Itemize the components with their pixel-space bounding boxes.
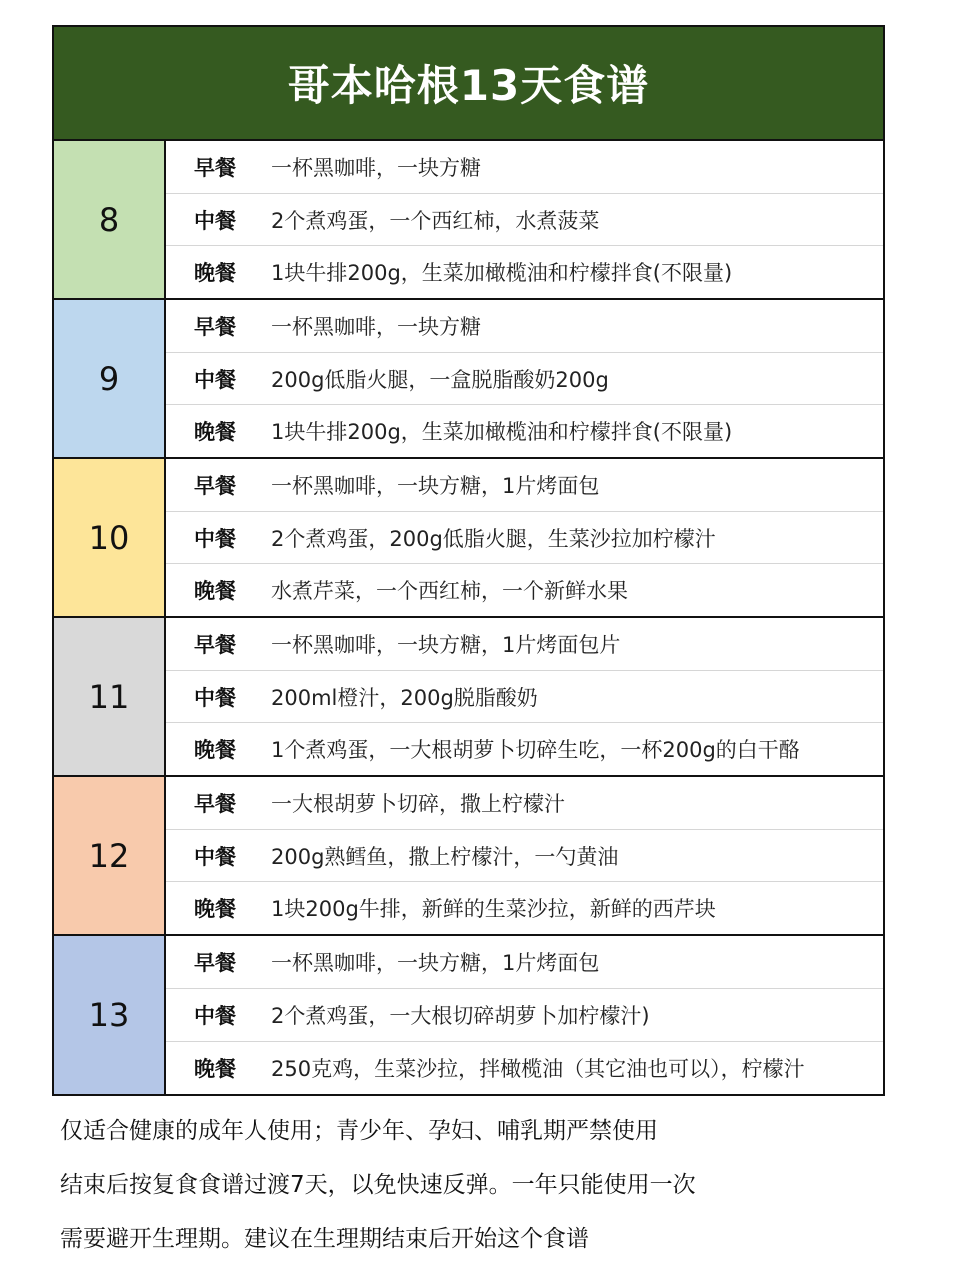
day-block-12: [54, 777, 883, 936]
meal-label: 中餐: [194, 844, 236, 869]
meal-row-dinner: [166, 246, 883, 298]
meal-row-dinner: [166, 723, 883, 775]
day-block-11: [54, 618, 883, 777]
meal-label: 早餐: [194, 632, 236, 657]
meal-list: [166, 618, 883, 775]
meal-text: 200g低脂火腿，一盒脱脂酸奶200g: [271, 367, 609, 392]
day-number: 8: [54, 141, 166, 298]
day-block-10: [54, 459, 883, 618]
meal-label: 晚餐: [194, 738, 236, 763]
meal-row-lunch: [166, 830, 883, 883]
meal-text: 一大根胡萝卜切碎，撒上柠檬汁: [271, 791, 565, 816]
table-title: 哥本哈根13天食谱: [54, 27, 883, 141]
meal-row-dinner: [166, 882, 883, 934]
meal-text: 一杯黑咖啡，一块方糖，1片烤面包片: [271, 632, 621, 657]
meal-text: 水煮芹菜，一个西红柿，一个新鲜水果: [271, 579, 628, 604]
meal-row-breakfast: [166, 936, 883, 989]
day-block-9: [54, 300, 883, 459]
meal-text: 200g熟鳕鱼，撒上柠檬汁，一勺黄油: [271, 844, 619, 869]
meal-row-lunch: [166, 989, 883, 1042]
usage-notes: [60, 1104, 920, 1266]
meal-label: 晚餐: [194, 261, 236, 286]
meal-row-lunch: [166, 353, 883, 406]
meal-list: [166, 459, 883, 616]
note-line: 需要避开生理期。建议在生理期结束后开始这个食谱: [60, 1226, 589, 1252]
day-number: 12: [54, 777, 166, 934]
meal-text: 一杯黑咖啡，一块方糖，1片烤面包: [271, 951, 600, 975]
meal-text: 2个煮鸡蛋，一大根切碎胡萝卜加柠檬汁): [271, 1004, 650, 1028]
meal-text: 1个煮鸡蛋，一大根胡萝卜切碎生吃，一杯200g的白干酪: [271, 738, 800, 763]
meal-list: [166, 141, 883, 298]
meal-label: 早餐: [194, 155, 236, 180]
meal-label: 中餐: [194, 367, 236, 392]
note-line: 结束后按复食食谱过渡7天，以免快速反弹。一年只能使用一次: [60, 1172, 696, 1198]
meal-label: 早餐: [194, 473, 236, 498]
meal-row-breakfast: [166, 459, 883, 512]
meal-row-breakfast: [166, 141, 883, 194]
meal-text: 一杯黑咖啡，一块方糖: [271, 155, 481, 180]
meal-list: [166, 936, 883, 1094]
diet-table: [52, 25, 885, 1096]
meal-text: 一杯黑咖啡，一块方糖，1片烤面包: [271, 473, 600, 498]
meal-row-lunch: [166, 194, 883, 247]
meal-label: 晚餐: [194, 897, 236, 922]
meal-label: 中餐: [194, 1004, 236, 1028]
meal-label: 晚餐: [194, 420, 236, 445]
meal-list: [166, 777, 883, 934]
meal-list: [166, 300, 883, 457]
meal-row-lunch: [166, 512, 883, 565]
meal-text: 250克鸡，生菜沙拉，拌橄榄油（其它油也可以），柠檬汁: [271, 1057, 805, 1081]
meal-text: 1块200g牛排，新鲜的生菜沙拉，新鲜的西芹块: [271, 897, 716, 922]
meal-text: 200ml橙汁，200g脱脂酸奶: [271, 685, 538, 710]
meal-row-breakfast: [166, 777, 883, 830]
meal-row-dinner: [166, 564, 883, 616]
meal-row-dinner: [166, 1042, 883, 1094]
meal-label: 中餐: [194, 526, 236, 551]
meal-label: 中餐: [194, 685, 236, 710]
meal-text: 一杯黑咖啡，一块方糖: [271, 314, 481, 339]
meal-row-lunch: [166, 671, 883, 724]
day-number: 11: [54, 618, 166, 775]
note-line: 仅适合健康的成年人使用；青少年、孕妇、哺乳期严禁使用: [60, 1118, 658, 1144]
meal-label: 早餐: [194, 314, 236, 339]
day-number: 10: [54, 459, 166, 616]
meal-row-breakfast: [166, 618, 883, 671]
meal-label: 中餐: [194, 208, 236, 233]
day-block-8: [54, 141, 883, 300]
meal-text: 1块牛排200g，生菜加橄榄油和柠檬拌食(不限量): [271, 261, 733, 286]
meal-text: 2个煮鸡蛋，一个西红柿，水煮菠菜: [271, 208, 600, 233]
meal-text: 1块牛排200g，生菜加橄榄油和柠檬拌食(不限量): [271, 420, 733, 445]
day-number: 9: [54, 300, 166, 457]
meal-text: 2个煮鸡蛋，200g低脂火腿，生菜沙拉加柠檬汁: [271, 526, 716, 551]
meal-row-breakfast: [166, 300, 883, 353]
day-number: 13: [54, 936, 166, 1094]
meal-label: 晚餐: [194, 579, 236, 604]
meal-label: 早餐: [194, 951, 236, 975]
meal-label: 早餐: [194, 791, 236, 816]
meal-row-dinner: [166, 405, 883, 457]
day-block-13: [54, 936, 883, 1094]
meal-label: 晚餐: [194, 1057, 236, 1081]
